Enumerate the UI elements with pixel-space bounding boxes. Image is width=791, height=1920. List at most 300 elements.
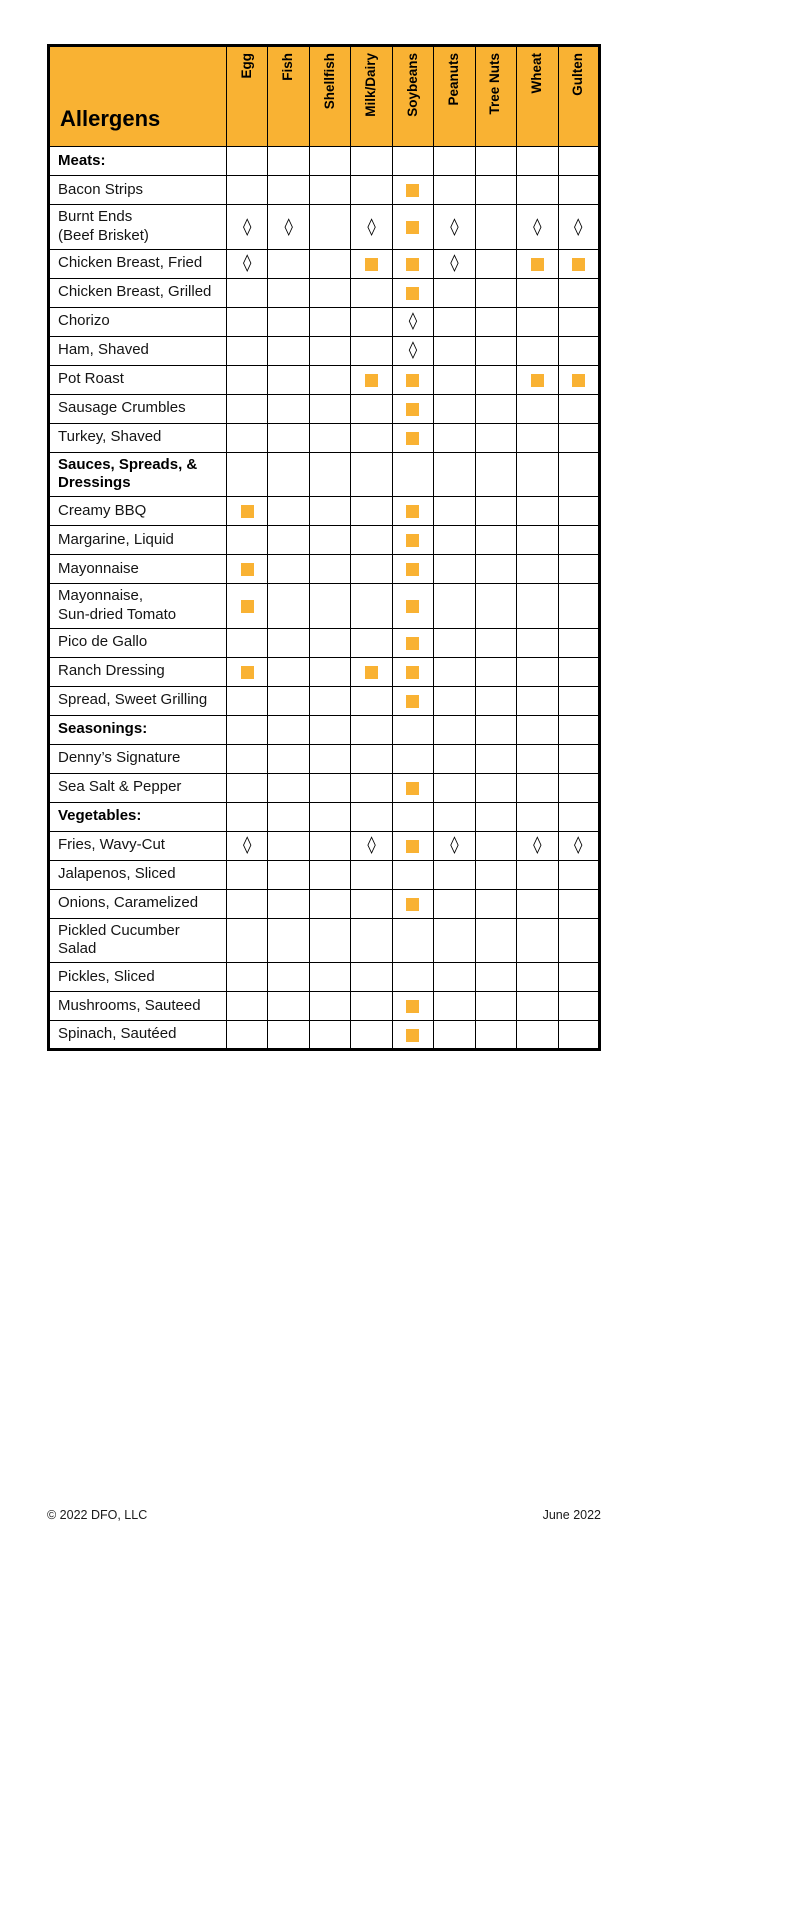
- empty-cell: [558, 278, 600, 307]
- empty-cell: [517, 657, 558, 686]
- empty-cell: [351, 336, 392, 365]
- empty-cell: [475, 802, 516, 831]
- empty-cell: [268, 278, 309, 307]
- empty-cell: [227, 176, 268, 205]
- allergen-cell: [392, 307, 433, 336]
- empty-cell: [309, 802, 350, 831]
- contains-allergen-square-marker: [406, 432, 419, 445]
- may-contain-diamond-marker: ◊: [284, 216, 293, 237]
- empty-cell: [475, 628, 516, 657]
- contains-allergen-square-marker: [406, 898, 419, 911]
- allergen-cell: [392, 336, 433, 365]
- contains-allergen-square-marker: [572, 374, 585, 387]
- allergen-cell: [558, 249, 600, 278]
- table-body: [49, 147, 600, 1050]
- contains-allergen-square-marker: [406, 1029, 419, 1042]
- contains-allergen-square-marker: [406, 534, 419, 547]
- contains-allergen-square-marker: [531, 258, 544, 271]
- empty-cell: [558, 918, 600, 963]
- contains-allergen-square-marker: [406, 374, 419, 387]
- allergen-cell: [392, 423, 433, 452]
- empty-cell: [351, 497, 392, 526]
- empty-cell: [268, 773, 309, 802]
- table-row: [49, 526, 600, 555]
- column-header-gulten: [558, 46, 600, 147]
- contains-allergen-square-marker: [406, 184, 419, 197]
- empty-cell: [558, 1021, 600, 1050]
- empty-cell: [309, 147, 350, 176]
- column-header-label: Shellfish: [321, 53, 337, 110]
- section-label: Sauces, Spreads, & Dressings: [49, 452, 227, 497]
- empty-cell: [268, 657, 309, 686]
- allergen-cell: [434, 205, 475, 250]
- empty-cell: [268, 715, 309, 744]
- table-row: [49, 307, 600, 336]
- empty-cell: [227, 394, 268, 423]
- may-contain-diamond-marker: ◊: [243, 216, 252, 237]
- empty-cell: [227, 889, 268, 918]
- contains-allergen-square-marker: [365, 666, 378, 679]
- empty-cell: [558, 657, 600, 686]
- contains-allergen-square-marker: [406, 403, 419, 416]
- table-row: [49, 336, 600, 365]
- empty-cell: [351, 889, 392, 918]
- empty-cell: [517, 423, 558, 452]
- contains-allergen-square-marker: [406, 666, 419, 679]
- empty-cell: [434, 963, 475, 992]
- empty-cell: [227, 423, 268, 452]
- empty-cell: [268, 1021, 309, 1050]
- empty-cell: [434, 365, 475, 394]
- may-contain-diamond-marker: ◊: [574, 216, 583, 237]
- empty-cell: [351, 686, 392, 715]
- empty-cell: [517, 992, 558, 1021]
- allergen-cell: [227, 249, 268, 278]
- column-header-fish: [268, 46, 309, 147]
- empty-cell: [227, 992, 268, 1021]
- may-contain-diamond-marker: ◊: [408, 311, 418, 332]
- column-header-label: Fish: [280, 53, 296, 81]
- empty-cell: [227, 307, 268, 336]
- empty-cell: [558, 147, 600, 176]
- empty-cell: [475, 526, 516, 555]
- empty-cell: [309, 249, 350, 278]
- contains-allergen-square-marker: [406, 840, 419, 853]
- empty-cell: [475, 452, 516, 497]
- empty-cell: [475, 497, 516, 526]
- empty-cell: [309, 744, 350, 773]
- contains-allergen-square-marker: [406, 505, 419, 518]
- empty-cell: [351, 555, 392, 584]
- contains-allergen-square-marker: [406, 563, 419, 576]
- empty-cell: [517, 526, 558, 555]
- empty-cell: [475, 336, 516, 365]
- row-label: Fries, Wavy-Cut: [49, 831, 227, 860]
- empty-cell: [434, 423, 475, 452]
- empty-cell: [475, 423, 516, 452]
- empty-cell: [558, 802, 600, 831]
- contains-allergen-square-marker: [406, 695, 419, 708]
- empty-cell: [309, 584, 350, 629]
- table-row: [49, 365, 600, 394]
- empty-cell: [309, 336, 350, 365]
- empty-cell: [309, 394, 350, 423]
- table-row: [49, 918, 600, 963]
- allergen-cell: [392, 205, 433, 250]
- allergen-cell: [227, 584, 268, 629]
- empty-cell: [475, 744, 516, 773]
- empty-cell: [434, 176, 475, 205]
- empty-cell: [434, 992, 475, 1021]
- empty-cell: [558, 628, 600, 657]
- empty-cell: [434, 278, 475, 307]
- table-row: [49, 963, 600, 992]
- row-label: Creamy BBQ: [49, 497, 227, 526]
- table-title: Allergens: [60, 106, 161, 131]
- contains-allergen-square-marker: [365, 374, 378, 387]
- empty-cell: [475, 686, 516, 715]
- empty-cell: [434, 860, 475, 889]
- allergen-cell: [392, 686, 433, 715]
- empty-cell: [558, 555, 600, 584]
- column-header-label: Soybeans: [404, 53, 420, 117]
- table-row: [49, 584, 600, 629]
- empty-cell: [309, 497, 350, 526]
- empty-cell: [309, 176, 350, 205]
- empty-cell: [434, 744, 475, 773]
- contains-allergen-square-marker: [572, 258, 585, 271]
- empty-cell: [392, 802, 433, 831]
- empty-cell: [268, 992, 309, 1021]
- empty-cell: [434, 918, 475, 963]
- table-row: [49, 555, 600, 584]
- empty-cell: [392, 918, 433, 963]
- row-label: Chicken Breast, Fried: [49, 249, 227, 278]
- empty-cell: [351, 147, 392, 176]
- allergen-cell: [517, 249, 558, 278]
- allergen-cell: [227, 831, 268, 860]
- empty-cell: [227, 802, 268, 831]
- empty-cell: [351, 1021, 392, 1050]
- table-row: [49, 1021, 600, 1050]
- empty-cell: [434, 1021, 475, 1050]
- contains-allergen-square-marker: [406, 1000, 419, 1013]
- contains-allergen-square-marker: [406, 637, 419, 650]
- contains-allergen-square-marker: [241, 600, 254, 613]
- empty-cell: [517, 773, 558, 802]
- empty-cell: [558, 715, 600, 744]
- empty-cell: [227, 715, 268, 744]
- empty-cell: [309, 773, 350, 802]
- column-header-label: Tree Nuts: [487, 53, 503, 115]
- empty-cell: [268, 336, 309, 365]
- empty-cell: [309, 889, 350, 918]
- empty-cell: [434, 686, 475, 715]
- empty-cell: [351, 963, 392, 992]
- empty-cell: [517, 686, 558, 715]
- row-label: Mayonnaise, Sun-dried Tomato: [49, 584, 227, 629]
- row-label: Ham, Shaved: [49, 336, 227, 365]
- empty-cell: [392, 715, 433, 744]
- empty-cell: [434, 773, 475, 802]
- empty-cell: [268, 686, 309, 715]
- may-contain-diamond-marker: ◊: [450, 835, 459, 856]
- empty-cell: [517, 802, 558, 831]
- empty-cell: [268, 394, 309, 423]
- empty-cell: [434, 555, 475, 584]
- row-label: Sausage Crumbles: [49, 394, 227, 423]
- section-row: [49, 715, 600, 744]
- row-label: Ranch Dressing: [49, 657, 227, 686]
- empty-cell: [309, 686, 350, 715]
- table-row: [49, 657, 600, 686]
- empty-cell: [351, 307, 392, 336]
- empty-cell: [434, 889, 475, 918]
- may-contain-diamond-marker: ◊: [450, 253, 459, 274]
- empty-cell: [558, 423, 600, 452]
- allergen-cell: [392, 773, 433, 802]
- table-row: [49, 889, 600, 918]
- page-footer: [47, 1508, 601, 1522]
- empty-cell: [517, 555, 558, 584]
- row-label: Burnt Ends (Beef Brisket): [49, 205, 227, 250]
- empty-cell: [517, 1021, 558, 1050]
- allergen-cell: [392, 889, 433, 918]
- empty-cell: [392, 452, 433, 497]
- empty-cell: [392, 963, 433, 992]
- empty-cell: [227, 147, 268, 176]
- allergen-cell: [392, 176, 433, 205]
- empty-cell: [268, 831, 309, 860]
- empty-cell: [309, 860, 350, 889]
- allergen-cell: [351, 205, 392, 250]
- allergen-cell: [517, 205, 558, 250]
- allergen-cell: [392, 394, 433, 423]
- allergen-cell: [351, 365, 392, 394]
- empty-cell: [227, 336, 268, 365]
- empty-cell: [517, 336, 558, 365]
- empty-cell: [268, 860, 309, 889]
- empty-cell: [268, 176, 309, 205]
- empty-cell: [558, 686, 600, 715]
- empty-cell: [517, 918, 558, 963]
- allergen-table: [47, 44, 601, 1051]
- empty-cell: [227, 918, 268, 963]
- empty-cell: [475, 205, 516, 250]
- may-contain-diamond-marker: ◊: [367, 835, 376, 856]
- table-row: [49, 992, 600, 1021]
- allergen-cell: [392, 628, 433, 657]
- empty-cell: [558, 336, 600, 365]
- empty-cell: [351, 452, 392, 497]
- empty-cell: [268, 249, 309, 278]
- empty-cell: [434, 526, 475, 555]
- empty-cell: [268, 526, 309, 555]
- empty-cell: [227, 628, 268, 657]
- empty-cell: [351, 176, 392, 205]
- empty-cell: [268, 802, 309, 831]
- empty-cell: [434, 147, 475, 176]
- row-label: Margarine, Liquid: [49, 526, 227, 555]
- empty-cell: [517, 307, 558, 336]
- empty-cell: [392, 744, 433, 773]
- empty-cell: [558, 497, 600, 526]
- empty-cell: [351, 744, 392, 773]
- contains-allergen-square-marker: [406, 782, 419, 795]
- empty-cell: [268, 628, 309, 657]
- contains-allergen-square-marker: [241, 563, 254, 576]
- empty-cell: [517, 744, 558, 773]
- row-label: Turkey, Shaved: [49, 423, 227, 452]
- empty-cell: [434, 628, 475, 657]
- empty-cell: [558, 307, 600, 336]
- allergen-cell: [227, 205, 268, 250]
- empty-cell: [517, 860, 558, 889]
- empty-cell: [227, 278, 268, 307]
- section-label: Meats:: [49, 147, 227, 176]
- column-header-label: Egg: [238, 53, 254, 79]
- empty-cell: [309, 423, 350, 452]
- section-label: Seasonings:: [49, 715, 227, 744]
- empty-cell: [475, 773, 516, 802]
- allergen-cell: [227, 497, 268, 526]
- column-header-label: Wheat: [528, 53, 544, 94]
- contains-allergen-square-marker: [406, 258, 419, 271]
- empty-cell: [351, 992, 392, 1021]
- allergen-cell: [392, 278, 433, 307]
- empty-cell: [227, 860, 268, 889]
- empty-cell: [475, 860, 516, 889]
- empty-cell: [227, 365, 268, 394]
- empty-cell: [309, 278, 350, 307]
- table-row: [49, 423, 600, 452]
- row-label: Chorizo: [49, 307, 227, 336]
- empty-cell: [475, 918, 516, 963]
- empty-cell: [475, 394, 516, 423]
- empty-cell: [351, 628, 392, 657]
- allergen-cell: [351, 657, 392, 686]
- column-header-tree-nuts: [475, 46, 516, 147]
- row-label: Chicken Breast, Grilled: [49, 278, 227, 307]
- empty-cell: [517, 147, 558, 176]
- empty-cell: [558, 394, 600, 423]
- allergen-cell: [392, 365, 433, 394]
- empty-cell: [227, 526, 268, 555]
- table-title-cell: [49, 46, 227, 147]
- empty-cell: [309, 205, 350, 250]
- column-header-egg: [227, 46, 268, 147]
- empty-cell: [517, 497, 558, 526]
- empty-cell: [351, 918, 392, 963]
- table-row: [49, 686, 600, 715]
- empty-cell: [351, 802, 392, 831]
- empty-cell: [434, 657, 475, 686]
- empty-cell: [309, 831, 350, 860]
- empty-cell: [268, 423, 309, 452]
- empty-cell: [268, 452, 309, 497]
- allergen-cell: [392, 992, 433, 1021]
- allergen-cell: [558, 365, 600, 394]
- empty-cell: [392, 860, 433, 889]
- empty-cell: [517, 452, 558, 497]
- may-contain-diamond-marker: ◊: [367, 216, 376, 237]
- may-contain-diamond-marker: ◊: [533, 835, 542, 856]
- allergen-cell: [517, 365, 558, 394]
- empty-cell: [351, 278, 392, 307]
- allergen-cell: [558, 831, 600, 860]
- empty-cell: [475, 715, 516, 744]
- empty-cell: [309, 555, 350, 584]
- empty-cell: [517, 584, 558, 629]
- empty-cell: [558, 963, 600, 992]
- allergen-cell: [392, 1021, 433, 1050]
- row-label: Pickled Cucumber Salad: [49, 918, 227, 963]
- empty-cell: [268, 147, 309, 176]
- empty-cell: [309, 918, 350, 963]
- empty-cell: [434, 715, 475, 744]
- column-header-peanuts: [434, 46, 475, 147]
- allergen-cell: [392, 555, 433, 584]
- empty-cell: [309, 452, 350, 497]
- empty-cell: [268, 963, 309, 992]
- empty-cell: [268, 555, 309, 584]
- empty-cell: [558, 773, 600, 802]
- empty-cell: [475, 147, 516, 176]
- empty-cell: [558, 526, 600, 555]
- empty-cell: [351, 715, 392, 744]
- allergen-cell: [517, 831, 558, 860]
- contains-allergen-square-marker: [406, 287, 419, 300]
- row-label: Spread, Sweet Grilling: [49, 686, 227, 715]
- row-label: Mayonnaise: [49, 555, 227, 584]
- contains-allergen-square-marker: [406, 221, 419, 234]
- empty-cell: [434, 584, 475, 629]
- row-label: Bacon Strips: [49, 176, 227, 205]
- empty-cell: [268, 584, 309, 629]
- empty-cell: [309, 526, 350, 555]
- row-label: Sea Salt & Pepper: [49, 773, 227, 802]
- empty-cell: [309, 628, 350, 657]
- empty-cell: [517, 889, 558, 918]
- allergen-cell: [392, 497, 433, 526]
- empty-cell: [475, 584, 516, 629]
- empty-cell: [309, 1021, 350, 1050]
- allergen-cell: [268, 205, 309, 250]
- empty-cell: [268, 497, 309, 526]
- row-label: Mushrooms, Sauteed: [49, 992, 227, 1021]
- section-row: [49, 452, 600, 497]
- empty-cell: [475, 555, 516, 584]
- empty-cell: [309, 715, 350, 744]
- empty-cell: [351, 860, 392, 889]
- empty-cell: [558, 860, 600, 889]
- date-text: June 2022: [542, 1508, 601, 1522]
- empty-cell: [309, 992, 350, 1021]
- contains-allergen-square-marker: [531, 374, 544, 387]
- contains-allergen-square-marker: [406, 600, 419, 613]
- empty-cell: [268, 918, 309, 963]
- table-row: [49, 249, 600, 278]
- table-header: [49, 46, 600, 147]
- column-header-wheat: [517, 46, 558, 147]
- row-label: Pickles, Sliced: [49, 963, 227, 992]
- empty-cell: [475, 831, 516, 860]
- table-row: [49, 176, 600, 205]
- empty-cell: [475, 657, 516, 686]
- empty-cell: [517, 176, 558, 205]
- may-contain-diamond-marker: ◊: [574, 835, 583, 856]
- table-row: [49, 205, 600, 250]
